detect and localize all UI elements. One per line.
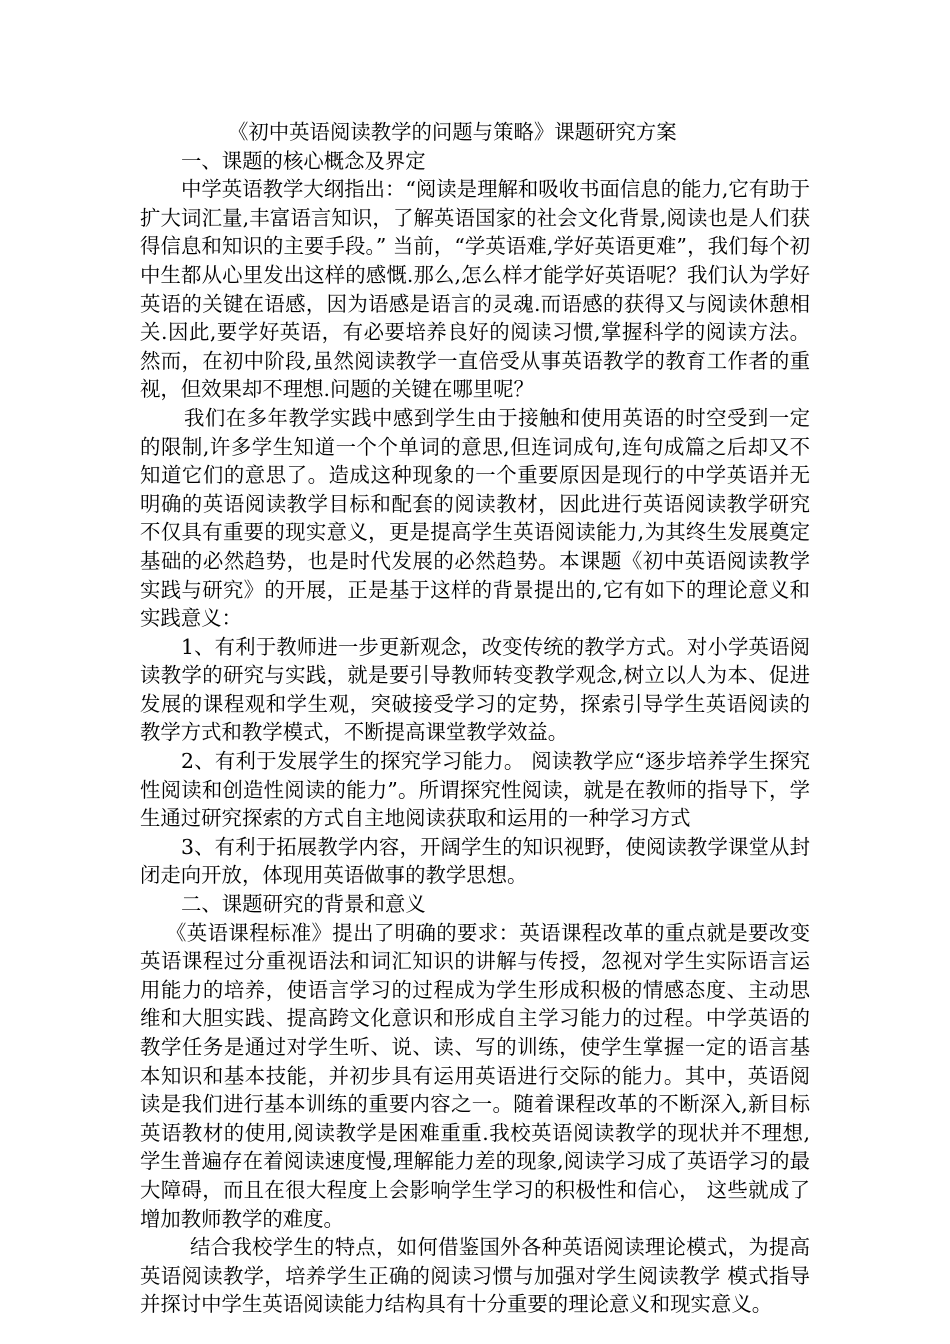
paragraph-practice: 我们在多年教学实践中感到学生由于接触和使用英语的时空受到一定的限制,许多学生知道一个个单词的意思,但连词成句,连句成篇之后却又不知道它们的意思了。造成这种现象的一个重要原因是现行的中学英语并无明确的英语阅读教学目标和配套的阅读教材，因此进行英语阅读教学研究不仅具有重要的现实意义，更是提高学生英语阅读能力,为其终生发展奠定基础的必然趋势，也是时代发展的必然趋势。本课题《初中英语阅读教学实践与研究》的开展，正是基于这样的背景提出的,它有如下的理论意义和实践意义： <box>140 405 810 631</box>
paragraph-conclusion: 结合我校学生的特点，如何借鉴国外各种英语阅读理论模式，为提高英语阅读教学，培养学生正确的阅读习惯与加强对学生阅读教学 模式指导并探讨中学生英语阅读能力结构具有十分重要的理论意义和现实意义。 <box>140 1235 810 1317</box>
section-heading-background: 二、课题研究的背景和意义 <box>181 892 426 917</box>
document-title: 《初中英语阅读教学的问题与策略》课题研究方案 <box>228 120 677 144</box>
paragraph-curriculum-standard: 《英语课程标准》提出了明确的要求：英语课程改革的重点就是要改变英语课程过分重视语法和词汇知识的讲解与传授，忽视对学生实际语言运用能力的培养，使语言学习的过程成为学生形成积极的情感态度、主动思维和大胆实践、提高跨文化意识和形成自主学习能力的过程。中学英语的教学任务是通过对学生听、说、读、写的训练，使学生掌握一定的语言基本知识和基本技能，并初步具有运用英语进行交际的能力。其中，英语阅读是我们进行基本训练的重要内容之一。随着课程改革的不断深入,新目标英语教材的使用,阅读教学是困难重重.我校英语阅读教学的现状并不理想,学生普遍存在着阅读速度慢,理解能力差的现象,阅读学习成了英语学习的最大障碍，而且在很大程度上会影响学生学习的积极性和信心， 这些就成了增加教师教学的难度。 <box>140 920 810 1231</box>
section-heading-core-concepts: 一、课题的核心概念及界定 <box>181 148 426 173</box>
paragraph-syllabus: 中学英语教学大纲指出：“阅读是理解和吸收书面信息的能力,它有助于扩大词汇量,丰富语言知识，了解英语国家的社会文化背景,阅读也是人们获得信息和知识的主要手段。” 当前，“学英语难,学好英语更难”，我们每个初中生都从心里发出这样的感慨.那么,怎么样才能学好英语呢？我们认为学好英语的关键在语感，因为语感是语言的灵魂.而语感的获得又与阅读休憩相关.因此,要学好英语，有必要培养良好的阅读习惯,掌握科学的阅读方法。然而，在初中阶段,虽然阅读教学一直倍受从事英语教学的教育工作者的重视，但效果却不理想.问题的关键在哪里呢？ <box>140 177 810 402</box>
document-page <box>140 118 810 1319</box>
paragraph-point-1: 1、有利于教师进一步更新观念，改变传统的教学方式。对小学英语阅读教学的研究与实践，就是要引导教师转变教学观念,树立以人为本、促进发展的课程观和学生观，突破接受学习的定势，探索引导学生英语阅读的教学方式和教学模式，不断提高课堂教学效益。 <box>140 634 810 745</box>
paragraph-point-3: 3、有利于拓展教学内容，开阔学生的知识视野，使阅读教学课堂从封闭走向开放，体现用英语做事的教学思想。 <box>140 834 810 888</box>
paragraph-point-2: 2、有利于发展学生的探究学习能力。 阅读教学应“逐步培养学生探究性阅读和创造性阅读的能力”。所谓探究性阅读，就是在教师的指导下，学生通过研究探索的方式自主地阅读获取和运用的一种学习方式 <box>140 749 810 831</box>
